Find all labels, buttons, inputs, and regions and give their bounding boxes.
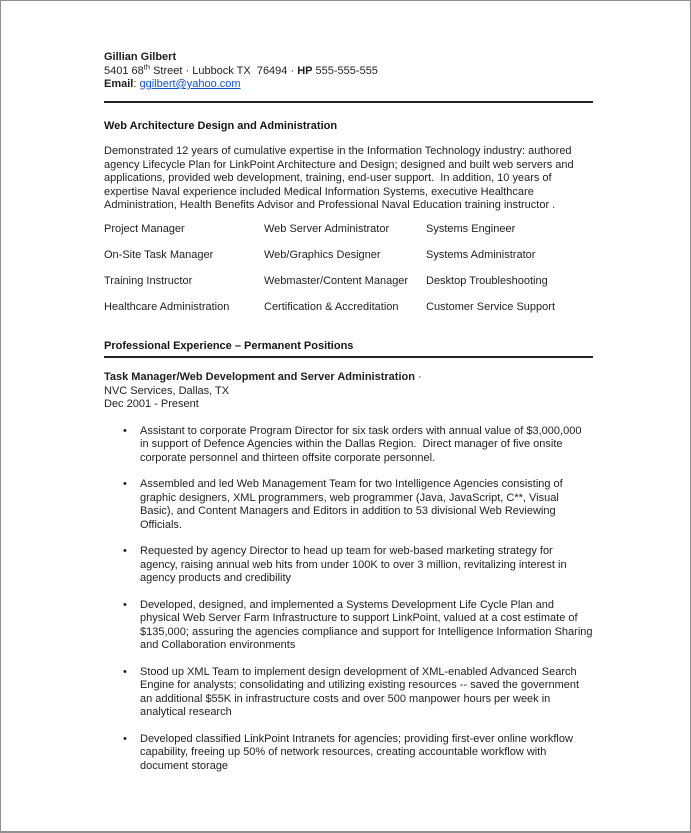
resume-content xyxy=(1,1,596,773)
header-divider xyxy=(104,101,593,103)
skill-cell: Systems Administrator xyxy=(426,248,536,261)
experience-bullet: • Assistant to corporate Program Director for six task orders with annual value of $3,000,000 in support of Defence Agencies within the Dallas Region. Direct manager of five onsite corporate personnel and thirteen offsite corporate personnel. xyxy=(104,425,593,466)
skill-cell: Web/Graphics Designer xyxy=(264,248,381,261)
summary-heading: Web Architecture Design and Administration xyxy=(104,119,338,132)
header-block xyxy=(104,51,593,92)
skill-cell: Training Instructor xyxy=(104,274,193,287)
skill-cell: On-Site Task Manager xyxy=(104,248,214,261)
skill-cell: Webmaster/Content Manager xyxy=(264,274,409,287)
job-title-line xyxy=(104,371,593,385)
skill-cell: Certification & Accreditation xyxy=(264,300,399,313)
experience-bullet: • Stood up XML Team to implement design development of XML-enabled Advanced Search Engine for analysts; consolidating and utilizing existing resources -- saved the government an additional $55K in infrastructure costs and over 500 manpower hours per week in analytical research xyxy=(104,666,593,720)
job-header xyxy=(104,371,593,412)
skill-cell: Project Manager xyxy=(104,222,185,235)
email-link[interactable]: ggilbert@yahoo.com xyxy=(139,78,241,90)
skills-row xyxy=(104,301,593,327)
job-title-suffix: · xyxy=(414,371,422,383)
skills-row xyxy=(104,249,593,275)
experience-bullet: • Developed, designed, and implemented a Systems Development Life Cycle Plan and physical Web Server Farm Infrastructure to support LinkPoint, valued at a cost estimate of $135,000; assuring the agencies compliance and support for Intelligence Information Sharing and Collaboration environments xyxy=(104,599,593,653)
skill-cell: Healthcare Administration xyxy=(104,300,230,313)
job-company: NVC Services, Dallas, TX xyxy=(104,384,230,397)
address-line xyxy=(104,61,593,79)
person-name: Gillian Gilbert xyxy=(104,51,177,63)
job-dates: Dec 2001 - Present xyxy=(104,398,199,410)
skill-cell: Desktop Troubleshooting xyxy=(426,274,548,287)
street-number: 5401 68 xyxy=(104,64,144,77)
skill-cell: Systems Engineer xyxy=(426,222,516,235)
summary-paragraph: Demonstrated 12 years of cumulative expertise in the Information Technology industry: authored agency Lifecycle Plan for LinkPoint Architecture and Design; designed and built web servers and applications, provided web development, training, end-user support. In addition, 10 years of expertise Naval experience included Medical Information Systems, executive Healthcare Administration, Health Benefits Advisor and Professional Naval Education training instructor . xyxy=(104,145,577,211)
skill-cell: Customer Service Support xyxy=(426,300,555,313)
experience-bullet: • Assembled and led Web Management Team for two Intelligence Agencies consisting of graphic designers, XML programmers, web programmer (Java, JavaScript, C**, Visual Basic), and Content Managers and Editors in addition to 53 divisional Web Reviewing Officials. xyxy=(104,478,593,532)
skills-table xyxy=(104,223,593,327)
skills-row xyxy=(104,275,593,301)
skills-row xyxy=(104,223,593,249)
phone-number: 555-555-555 xyxy=(312,64,378,77)
experience-divider xyxy=(104,356,593,358)
experience-heading: Professional Experience – Permanent Positions xyxy=(104,339,354,352)
skill-cell: Web Server Administrator xyxy=(264,222,390,235)
email-label: Email xyxy=(104,78,134,90)
email-separator: : xyxy=(133,78,140,90)
email-line xyxy=(104,78,593,92)
job-title: Task Manager/Web Development and Server Administration xyxy=(104,371,415,383)
ordinal-suffix: th xyxy=(143,61,151,71)
phone-label: HP xyxy=(297,64,313,77)
experience-bullet: • Requested by agency Director to head up team for web-based marketing strategy for agency, raising annual web hits from under 100K to over 3 million, revitalizing interest in agency products and credibility xyxy=(104,545,593,586)
experience-bullet: • Developed classified LinkPoint Intranets for agencies; providing first-ever online workflow capability, freeing up 50% of network resources, creating accountable workflow with document storage xyxy=(104,733,593,774)
street-rest: Street · Lubbock TX 76494 · xyxy=(150,64,298,77)
experience-bullet-list xyxy=(104,424,596,774)
